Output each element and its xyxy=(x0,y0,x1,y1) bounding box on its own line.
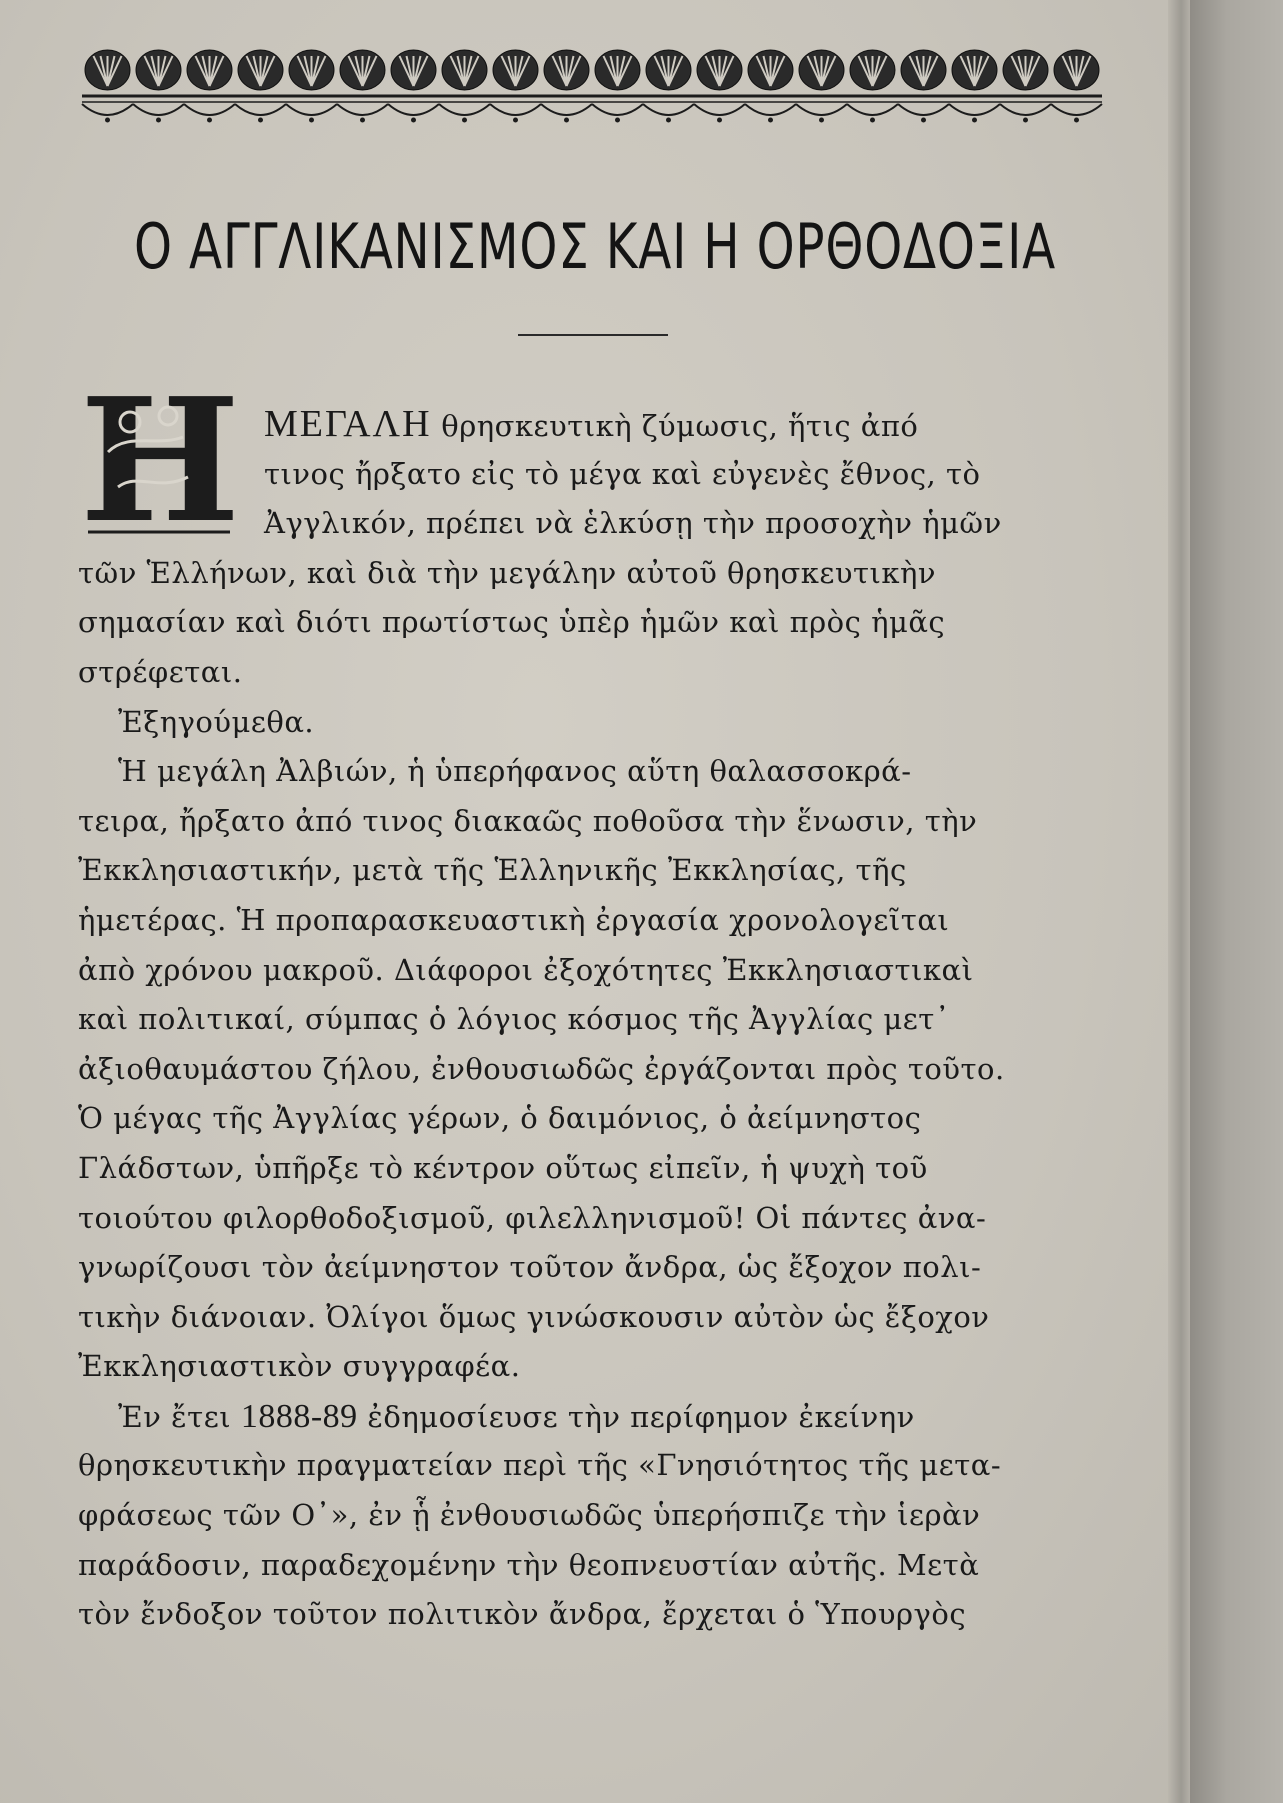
text-line: τειρα, ἤρξατο ἀπό τινος διακαῶς ποθοῦσα τὴν ἕνωσιν, τὴν xyxy=(78,803,978,838)
text-line: Ὁ μέγας τῆς Ἀγγλίας γέρων, ὁ δαιμόνιος, ὁ ἀείμνηστος xyxy=(78,1101,922,1136)
book-binding xyxy=(1190,0,1283,1803)
text-line: Ἡ μεγάλη Ἀλβιών, ἡ ὑπερήφανος αὕτη θαλασσοκρά- xyxy=(118,754,912,789)
text-line: ΜΕΓΑΛΗ θρησκευτικὴ ζύμωσις, ἥτις ἀπό xyxy=(264,403,919,445)
text-line: τὸν ἔνδοξον τοῦτον πολιτικὸν ἄνδρα, ἔρχεται ὁ Ὑπουργὸς xyxy=(78,1597,967,1632)
page-edge xyxy=(1168,0,1190,1803)
text-line: Ἐκκλησιαστικήν, μετὰ τῆς Ἑλληνικῆς Ἐκκλησίας, τῆς xyxy=(78,853,907,888)
title-divider xyxy=(518,334,668,336)
text-line: τινος ἤρξατο εἰς τὸ μέγα καὶ εὐγενὲς ἔθνος, τὸ xyxy=(264,456,981,491)
text-line: ἀξιοθαυμάστου ζήλου, ἐνθουσιωδῶς ἐργάζονται πρὸς τοῦτο. xyxy=(78,1051,1005,1086)
text-line: θρησκευτικὴν πραγματείαν περὶ τῆς «Γνησιότητος τῆς μετα- xyxy=(78,1448,1002,1483)
text-line: στρέφεται. xyxy=(78,654,243,689)
text-line: Ἐξηγούμεθα. xyxy=(118,704,315,739)
year: 1888-89 xyxy=(240,1397,358,1435)
text-line: ἡμετέρας. Ἡ προπαρασκευαστικὴ ἐργασία χρονολογεῖται xyxy=(78,902,950,937)
text-line: ἀπὸ χρόνου μακροῦ. Διάφοροι ἐξοχότητες Ἐκκλησιαστικαὶ xyxy=(78,952,974,987)
text-line: τικὴν διάνοιαν. Ὀλίγοι ὅμως γινώσκουσιν αὐτὸν ὡς ἔξοχον xyxy=(78,1299,990,1334)
text-line: φράσεως τῶν Ο᾽», ἐν ᾗ ἐνθουσιωδῶς ὑπερήσπιζε τὴν ἱερὰν xyxy=(78,1498,981,1533)
header-ornament xyxy=(82,46,1102,128)
text-line: καὶ πολιτικαί, σύμπας ὁ λόγιος κόσμος τῆς Ἀγγλίας μετ᾽ xyxy=(78,1002,950,1037)
page-title: Ο ΑΓΓΛΙΚΑΝΙΣΜΟΣ ΚΑΙ Η ΟΡΘΟΔΟΞΙΑ xyxy=(133,210,1057,283)
text-line: σημασίαν καὶ διότι πρωτίστως ὑπὲρ ἡμῶν καὶ πρὸς ἡμᾶς xyxy=(78,605,946,640)
text-line: Ἐκκλησιαστικὸν συγγραφέα. xyxy=(78,1349,521,1384)
article-body xyxy=(78,400,1098,1640)
text-line: τῶν Ἑλλήνων, καὶ διὰ τὴν μεγάλην αὐτοῦ θρησκευτικὴν xyxy=(78,555,937,590)
lead-word: ΜΕΓΑΛΗ xyxy=(264,403,432,445)
text-line: παράδοσιν, παραδεχομένην τὴν θεοπνευστίαν αὐτῆς. Μετὰ xyxy=(78,1547,980,1582)
text-line: τοιούτου φιλορθοδοξισμοῦ, φιλελληνισμοῦ! Οἱ πάντες ἀνα- xyxy=(78,1200,987,1235)
text-line: Ἀγγλικόν, πρέπει νὰ ἑλκύσῃ τὴν προσοχὴν ἡμῶν xyxy=(264,506,1002,541)
drop-cap-letter: Η xyxy=(79,361,241,561)
text-line: Ἐν ἔτει 1888-89 ἐδημοσίευσε τὴν περίφημον ἐκείνην xyxy=(118,1397,915,1435)
text-line: Γλάδστων, ὑπῆρξε τὸ κέντρον οὕτως εἰπεῖν, ἡ ψυχὴ τοῦ xyxy=(78,1150,928,1185)
text-line: γνωρίζουσι τὸν ἀείμνηστον τοῦτον ἄνδρα, ὡς ἔξοχον πολι- xyxy=(78,1250,982,1285)
